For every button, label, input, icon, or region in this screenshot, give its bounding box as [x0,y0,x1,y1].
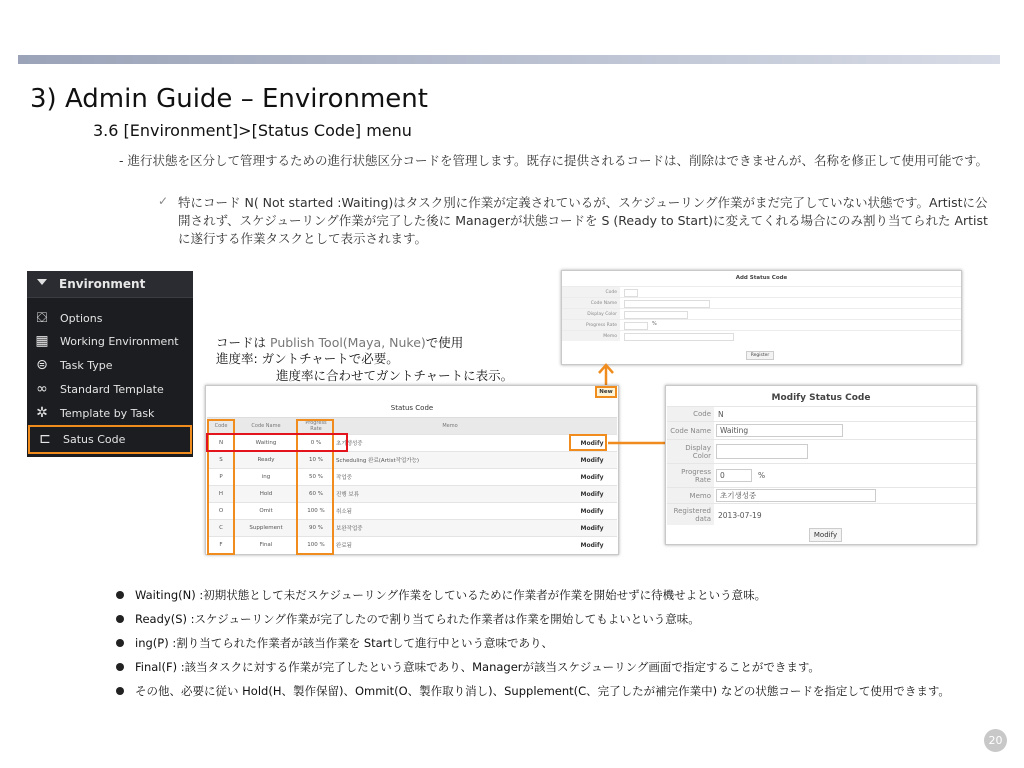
register-button[interactable]: Register [746,351,774,360]
usage-note-prefix: コードは [216,335,267,350]
intro-paragraph: - 進行状態を区分して管理するための進行状態区分コードを管理します。既存に提供されるコードは、削除はできませんが、名称を修正して使用可能です。 [119,153,988,168]
modify-code-value: N [718,410,724,419]
modify-color-row [667,439,976,463]
new-button[interactable]: New [595,386,617,398]
sidebar-item-working-environment[interactable] [27,331,193,353]
sidebar-item-label: Standard Template [60,383,164,396]
sidebar-item-options[interactable] [27,308,193,330]
detail-paragraph: 特にコード N( Not started :Waiting)はタスク別に作業が定義されているが、スケジューリング作業がまだ完了していない状態です。Artistに公開されず、スケジューリング作業が完了した後に Managerが状態コードを S (Ready to Start)に変えてくれる場合にのみ割り当てられた Artistに遂行する作業タスクとして表示されます。 [178,195,988,246]
modify-row-button[interactable]: Modify [580,524,604,532]
table-row [207,451,617,468]
sidebar-item-task-type[interactable] [27,355,193,377]
add-code-row [562,286,961,297]
modify-registered-label: Registered data [667,504,714,525]
modify-submit-button[interactable]: Modify [809,528,842,542]
task-type-icon: ⊜ [36,357,48,373]
table-row [207,468,617,485]
modify-code-row [667,406,976,421]
bullet-dot-icon [116,591,124,599]
table-cell-memo: 보완작업중 [336,526,363,532]
sidebar-item-label: Working Environment [60,335,179,348]
table-cell-code: O [218,508,224,514]
page-title: 3) Admin Guide – Environment [30,84,428,114]
modify-registered-value: 2013-07-19 [718,511,762,520]
modify-row-button[interactable]: Modify [580,541,604,549]
table-cell-code: H [218,491,224,497]
table-cell-name: ing [261,474,271,480]
bullet-dot-icon [116,663,124,671]
options-icon: ⛋ [36,310,48,326]
modify-name-input[interactable]: Waiting [716,424,843,437]
slide-top-bar [18,55,1000,64]
table-cell-name: Supplement [249,525,283,531]
table-cell-rate: 100 % [307,542,325,548]
bullet-text: Ready(S) :スケジューリング作業が完了したので割り当てられた作業者は作業を開始してもよいという意味。 [135,612,700,626]
add-panel-title: Add Status Code [735,275,788,281]
table-cell-memo: 작업중 [336,475,352,481]
modify-rate-row [667,463,976,487]
caret-down-icon [37,279,47,285]
table-cell-memo: Scheduling 완료(Artist작업가능) [336,458,420,464]
status-code-table-panel [205,385,619,555]
sidebar-header-label: Environment [59,277,146,291]
add-memo-input[interactable] [624,333,734,341]
table-row [207,536,617,553]
add-status-code-panel [561,270,962,365]
bullet-dot-icon [116,639,124,647]
modify-row-button[interactable]: Modify [580,439,604,447]
template-icon: ∞ [36,381,48,397]
environment-sidebar [27,271,193,457]
table-row [207,519,617,536]
modify-panel-title: Modify Status Code [771,393,871,403]
add-color-label: Display Color [562,309,620,319]
modify-registered-row [667,503,976,525]
sidebar-header[interactable] [27,271,193,298]
bullet-text: Final(F) :該当タスクに対する作業が完了したという意味であり、Managerが該当スケジューリング画面で指定することができます。 [135,660,820,674]
status-code-icon: ⊏ [39,431,51,447]
add-color-input[interactable] [624,311,688,319]
sidebar-item-standard-template[interactable] [27,379,193,401]
modify-status-code-panel [665,385,977,545]
add-code-input[interactable] [624,289,638,297]
modify-name-row [667,421,976,439]
table-cell-rate: 100 % [307,508,325,514]
column-header-rate: Progress Rate [305,420,327,432]
table-cell-name: Final [259,542,273,548]
modify-row-button[interactable]: Modify [580,490,604,498]
add-memo-label: Memo [562,331,620,341]
section-subtitle: 3.6 [Environment]>[Status Code] menu [93,121,412,140]
modify-color-label: Display Color [667,440,714,463]
table-cell-memo: 초기생성중 [336,441,363,447]
add-name-label: Code Name [562,298,620,308]
modify-rate-percent: % [758,471,766,480]
table-cell-name: Ready [257,457,275,463]
add-rate-row [562,319,961,330]
table-cell-name: Hold [259,491,273,497]
gantt-note: 進度率に合わせてガントチャートに表示。 [276,368,514,383]
table-cell-code: S [219,457,223,463]
check-icon: ✓ [158,194,169,208]
sidebar-item-label: Template by Task [60,407,155,420]
modify-rate-label: Progress Rate [667,464,714,487]
status-table-title: Status Code [390,404,434,412]
column-header-code: Code [214,423,228,429]
modify-memo-input[interactable]: 초기생성중 [716,489,876,502]
table-cell-rate: 0 % [310,440,322,446]
add-memo-row [562,330,961,341]
table-cell-rate: 10 % [309,457,323,463]
table-cell-code: C [219,525,223,531]
table-cell-name: Waiting [255,440,277,446]
bullet-dot-icon [116,687,124,695]
modify-memo-label: Memo [667,488,714,503]
bullet-dot-icon [116,615,124,623]
add-rate-label: Progress Rate [562,320,620,330]
status-table-header [207,417,617,434]
table-row [207,485,617,502]
sidebar-item-label: Options [60,312,103,325]
table-cell-rate: 90 % [309,525,323,531]
column-header-memo: Memo [442,423,458,429]
page-number: 20 [984,729,1007,752]
sidebar-item-label: Satus Code [63,433,126,446]
column-header-name: Code Name [251,423,281,429]
modify-code-label: Code [667,407,714,421]
table-cell-memo: 취소됨 [336,509,352,515]
table-row [207,502,617,519]
waiting-row-highlight [206,433,348,452]
add-code-label: Code [562,287,620,297]
modify-memo-row [667,487,976,503]
add-name-row [562,297,961,308]
modify-row-button[interactable]: Modify [580,473,604,481]
building-icon: ▦ [35,333,49,349]
table-cell-code: F [219,542,223,548]
modify-name-label: Code Name [667,422,714,439]
bullet-text: ing(P) :割り当てられた作業者が該当作業を Startして進行中という意味であり、 [135,636,553,650]
table-cell-memo: 진행 보류 [336,492,360,498]
table-cell-code: P [219,474,223,480]
modify-row-button[interactable]: Modify [580,456,604,464]
modify-row-button[interactable]: Modify [580,507,604,515]
add-name-input[interactable] [624,300,710,308]
table-cell-rate: 60 % [309,491,323,497]
bullet-text: その他、必要に従い Hold(H、製作保留)、Ommit(O、製作取り消し)、Supplement(C、完了したが補完作業中) などの状態コードを指定して使用できます。 [135,684,950,698]
usage-note-tools: Publish Tool(Maya, Nuke) [270,335,426,350]
progress-note: 進度率: ガントチャートで必要。 [216,351,399,366]
add-rate-input[interactable] [624,322,648,330]
modify-button-highlight [569,434,607,451]
table-cell-name: Omit [259,508,273,514]
table-cell-code: N [218,440,224,446]
add-color-row [562,308,961,319]
usage-note-suffix: で使用 [425,335,464,350]
modify-color-input[interactable] [716,444,808,459]
modify-rate-input[interactable]: 0 [716,469,752,482]
table-cell-memo: 완료됨 [336,543,352,549]
gear-icon: ✲ [36,405,48,421]
arrow-up-icon [597,363,615,387]
bullet-text: Waiting(N) :初期状態として未だスケジューリング作業をしているために作業者が作業を開始せずに待機せよという意味。 [135,588,767,602]
sidebar-item-template-by-task[interactable] [27,403,193,425]
sidebar-item-label: Task Type [60,359,113,372]
sidebar-item-status-code[interactable] [28,425,192,454]
table-cell-rate: 50 % [309,474,323,480]
add-rate-percent: % [652,321,657,327]
